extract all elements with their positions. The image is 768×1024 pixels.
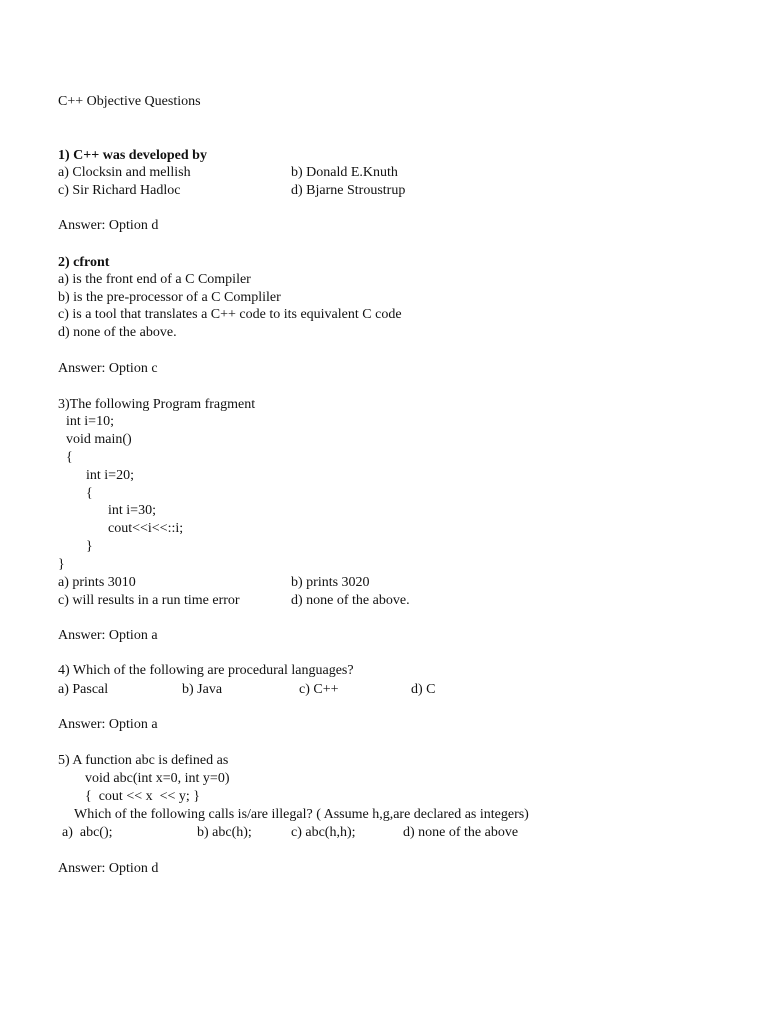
q3-code-line: void main() [66, 432, 132, 447]
q3-code-line: int i=20; [86, 468, 134, 483]
q1-answer: Answer: Option d [58, 218, 159, 233]
q4-option-b: b) Java [182, 682, 223, 697]
q2-question: 2) cfront [58, 255, 110, 270]
q3-code-line: } [58, 557, 65, 572]
q3-code-line: cout<<i<<::i; [108, 521, 184, 536]
q2-answer: Answer: Option c [58, 361, 158, 376]
q3-option-a: a) prints 3010 [58, 575, 136, 590]
q5-subquestion: Which of the following calls is/are illegal? ( Assume h,g,are declared as integers) [74, 807, 529, 822]
q5-option-d: d) none of the above [403, 825, 519, 840]
q2-option-b: b) is the pre-processor of a C Compliler [58, 290, 281, 305]
q3-code-line: } [86, 539, 93, 554]
q2-option-c: c) is a tool that translates a C++ code to its equivalent C code [58, 307, 402, 322]
page-title: C++ Objective Questions [58, 94, 201, 109]
q3-code-line: int i=30; [108, 503, 156, 518]
q2-option-a: a) is the front end of a C Compiler [58, 272, 251, 287]
q1-question: 1) C++ was developed by [58, 148, 207, 163]
q3-option-c: c) will results in a run time error [58, 593, 240, 608]
q4-option-a: a) Pascal [58, 682, 109, 697]
q4-question: 4) Which of the following are procedural languages? [58, 663, 354, 678]
q1-option-d: d) Bjarne Stroustrup [291, 183, 406, 198]
q4-option-c: c) C++ [299, 682, 339, 697]
q3-code-line: { [86, 486, 93, 501]
q4-option-d: d) C [411, 682, 436, 697]
q5-question: 5) A function abc is defined as [58, 753, 229, 768]
q5-code-line: void abc(int x=0, int y=0) [85, 771, 230, 786]
q5-option-b: b) abc(h); [197, 825, 252, 840]
q5-option-a: a) abc(); [62, 825, 113, 840]
q5-option-c: c) abc(h,h); [291, 825, 356, 840]
q3-option-b: b) prints 3020 [291, 575, 370, 590]
q4-answer: Answer: Option a [58, 717, 158, 732]
q3-answer: Answer: Option a [58, 628, 158, 643]
q5-answer: Answer: Option d [58, 861, 159, 876]
q3-option-d: d) none of the above. [291, 593, 410, 608]
q3-code-line: { [66, 450, 73, 465]
q1-option-b: b) Donald E.Knuth [291, 165, 398, 180]
q3-code-line: int i=10; [66, 414, 114, 429]
q5-code-line: { cout << x << y; } [85, 789, 201, 804]
q3-question: 3)The following Program fragment [58, 397, 256, 412]
q1-option-a: a) Clocksin and mellish [58, 165, 191, 180]
q1-option-c: c) Sir Richard Hadloc [58, 183, 181, 198]
q2-option-d: d) none of the above. [58, 325, 177, 340]
